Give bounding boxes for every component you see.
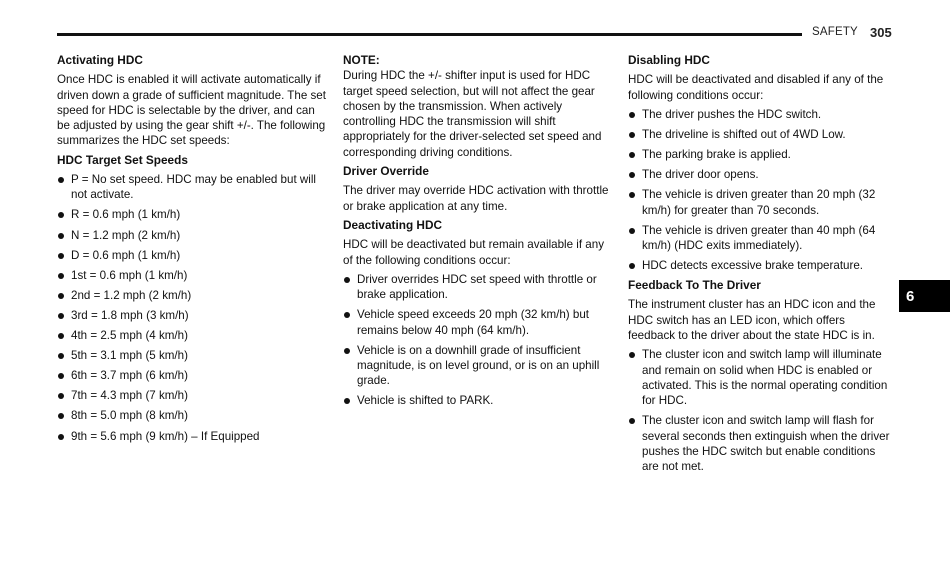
column-1 <box>57 53 329 449</box>
list-item: 2nd = 1.2 mph (2 km/h) <box>57 288 329 303</box>
chapter-tab[interactable] <box>899 280 950 312</box>
list-item: The parking brake is applied. <box>628 147 894 162</box>
deactivating-hdc-heading: Deactivating HDC <box>343 217 442 232</box>
list-item: 7th = 4.3 mph (7 km/h) <box>57 388 329 403</box>
disabling-hdc-heading: Disabling HDC <box>628 53 710 67</box>
list-item: The cluster icon and switch lamp will illuminate and remain on solid when HDC is enabled or activated. This is the normal operating condition for HDC. <box>628 347 894 408</box>
list-item: The vehicle is driven greater than 20 mph (32 km/h) for greater than 70 seconds. <box>628 187 894 218</box>
list-item: P = No set speed. HDC may be enabled but will not activate. <box>57 172 329 203</box>
activating-hdc-heading: Activating HDC <box>57 53 143 67</box>
list-item: N = 1.2 mph (2 km/h) <box>57 228 329 243</box>
disabling-hdc-text: HDC will be deactivated and disabled if any of the following conditions occur: <box>628 73 884 102</box>
list-item: The cluster icon and switch lamp will flash for several seconds then extinguish when the driver pushes the HDC switch but enable conditions are not met. <box>628 413 894 474</box>
list-item: The driver pushes the HDC switch. <box>628 107 894 122</box>
list-item: HDC detects excessive brake temperature. <box>628 258 894 273</box>
section-title: SAFETY <box>812 26 858 38</box>
driver-override-text: The driver may override HDC activation with throttle or brake application at any time. <box>343 184 609 213</box>
driver-override-heading: Driver Override <box>343 164 429 179</box>
list-item: Vehicle is on a downhill grade of insufficient magnitude, is on level ground, or is on an uphill grade. <box>343 343 611 389</box>
list-item: Vehicle is shifted to PARK. <box>343 393 611 408</box>
list-item: D = 0.6 mph (1 km/h) <box>57 248 329 263</box>
page-number: 305 <box>870 25 892 40</box>
note-text: During HDC the +/- shifter input is used for HDC target speed selection, but will not affect the gear chosen by the transmission. When actively controlling HDC the transmission will shift appropriately for the driver-selected set speed and corresponding driving conditions. <box>343 69 602 159</box>
list-item: 9th = 5.6 mph (9 km/h) – If Equipped <box>57 429 329 444</box>
feedback-heading: Feedback To The Driver <box>628 278 761 293</box>
list-item: Vehicle speed exceeds 20 mph (32 km/h) but remains below 40 mph (64 km/h). <box>343 307 611 338</box>
deactivating-conditions-list <box>343 272 611 409</box>
list-item: Driver overrides HDC set speed with throttle or brake application. <box>343 272 611 303</box>
activating-hdc-text: Once HDC is enabled it will activate automatically if driven down a grade of sufficient magnitude. The set speed for HDC is selectable by the driver, and can be adjusted by using the gear shift +/-. The following summarizes the HDC set speeds: <box>57 73 326 148</box>
list-item: 1st = 0.6 mph (1 km/h) <box>57 268 329 283</box>
header-rule <box>57 33 802 36</box>
list-item: 5th = 3.1 mph (5 km/h) <box>57 348 329 363</box>
disabling-conditions-list <box>628 107 894 273</box>
list-item: 3rd = 1.8 mph (3 km/h) <box>57 308 329 323</box>
chapter-number: 6 <box>906 287 915 305</box>
target-speeds-list <box>57 172 329 444</box>
list-item: 8th = 5.0 mph (8 km/h) <box>57 408 329 423</box>
deactivating-hdc-text: HDC will be deactivated but remain available if any of the following conditions occur: <box>343 238 604 267</box>
list-item: R = 0.6 mph (1 km/h) <box>57 207 329 222</box>
column-2 <box>343 53 611 413</box>
list-item: The driver door opens. <box>628 167 894 182</box>
list-item: 6th = 3.7 mph (6 km/h) <box>57 368 329 383</box>
list-item: The driveline is shifted out of 4WD Low. <box>628 127 894 142</box>
list-item: 4th = 2.5 mph (4 km/h) <box>57 328 329 343</box>
column-3 <box>628 53 894 479</box>
feedback-list <box>628 347 894 474</box>
list-item: The vehicle is driven greater than 40 mph (64 km/h) (HDC exits immediately). <box>628 223 894 254</box>
target-speeds-heading: HDC Target Set Speeds <box>57 152 188 167</box>
note-heading: NOTE: <box>343 53 380 67</box>
feedback-text: The instrument cluster has an HDC icon and the HDC switch has an LED icon, which offers feedback to the driver about the state HDC is in. <box>628 298 876 343</box>
